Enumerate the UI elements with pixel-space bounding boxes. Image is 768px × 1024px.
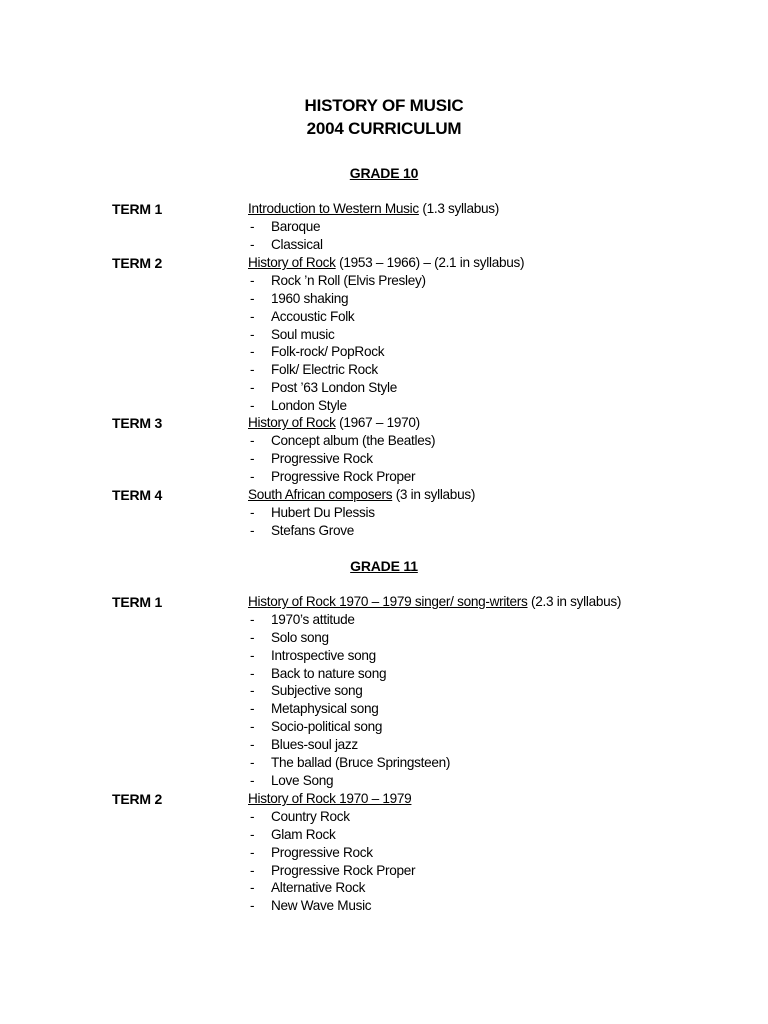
dash-bullet: - <box>250 432 255 448</box>
term-label: TERM 1 <box>112 594 163 610</box>
dash-bullet: - <box>250 468 255 484</box>
list-item-text: Progressive Rock Proper <box>271 468 416 484</box>
dash-bullet: - <box>250 808 255 824</box>
list-item <box>248 700 621 718</box>
topic-suffix: (1967 – 1970) <box>335 415 420 430</box>
list-item-text: Post ’63 London Style <box>271 380 397 396</box>
list-item <box>248 379 524 397</box>
dash-bullet: - <box>250 683 255 699</box>
document-title <box>0 94 768 140</box>
list-item <box>248 844 411 862</box>
dash-bullet: - <box>250 504 255 520</box>
list-item <box>248 290 524 308</box>
dash-bullet: - <box>250 290 255 306</box>
list-item-text: Love Song <box>271 772 334 788</box>
list-item <box>248 504 475 522</box>
list-item-text: Stefans Grove <box>271 522 354 538</box>
list-item-text: Hubert Du Plessis <box>271 504 375 520</box>
list-item <box>248 361 524 379</box>
list-item <box>248 754 621 772</box>
topic-suffix: (1.3 syllabus) <box>418 201 499 216</box>
list-item <box>248 736 621 754</box>
list-item-text: Introspective song <box>271 647 376 663</box>
list-item-text: Baroque <box>271 218 321 234</box>
term-content <box>248 254 524 415</box>
list-item <box>248 897 411 915</box>
list-item <box>248 468 420 486</box>
dash-bullet: - <box>250 719 255 735</box>
dash-bullet: - <box>250 522 255 538</box>
term-label: TERM 4 <box>112 487 163 503</box>
list-item <box>248 236 499 254</box>
list-item <box>248 397 524 415</box>
list-item-text: Soul music <box>271 326 335 342</box>
list-item-text: Subjective song <box>271 683 363 699</box>
list-item <box>248 522 475 540</box>
term-label: TERM 2 <box>112 791 163 807</box>
topic-line <box>248 414 420 432</box>
dash-bullet: - <box>250 272 255 288</box>
dash-bullet: - <box>250 308 255 324</box>
grade-11-heading: GRADE 11 <box>350 558 418 574</box>
dash-bullet: - <box>250 862 255 878</box>
dash-bullet: - <box>250 772 255 788</box>
list-item-text: Metaphysical song <box>271 701 379 717</box>
list-item-text: 1960 shaking <box>271 290 349 306</box>
dash-bullet: - <box>250 826 255 842</box>
topic-title: History of Rock <box>248 255 336 270</box>
term-label: TERM 1 <box>112 201 163 217</box>
list-item <box>248 450 420 468</box>
list-item-text: Accoustic Folk <box>271 308 355 324</box>
list-item-text: Solo song <box>271 629 329 645</box>
dash-bullet: - <box>250 236 255 252</box>
topic-title: History of Rock 1970 – 1979 singer/ song-writers <box>248 594 528 609</box>
list-item <box>248 808 411 826</box>
list-item <box>248 432 436 450</box>
dash-bullet: - <box>250 880 255 896</box>
list-item <box>248 862 416 880</box>
dash-bullet: - <box>250 647 255 663</box>
list-item-text: Alternative Rock <box>271 880 366 896</box>
list-item <box>248 272 524 290</box>
topic-line <box>248 790 411 808</box>
term-label: TERM 2 <box>112 255 163 271</box>
title-line-2: 2004 CURRICULUM <box>306 119 462 138</box>
list-item-text: Socio-political song <box>271 719 383 735</box>
topic-line <box>248 593 621 611</box>
list-item <box>248 326 524 344</box>
dash-bullet: - <box>250 398 255 414</box>
dash-bullet: - <box>250 450 255 466</box>
list-item-text: Progressive Rock <box>271 844 373 860</box>
term-content <box>248 414 436 486</box>
list-item-text: London Style <box>271 398 347 414</box>
list-item-text: 1970’s attitude <box>271 611 355 627</box>
dash-bullet: - <box>250 737 255 753</box>
topic-title: History of Rock 1970 – 1979 <box>248 791 412 806</box>
dash-bullet: - <box>250 362 255 378</box>
list-item <box>248 218 499 236</box>
list-item <box>248 308 524 326</box>
dash-bullet: - <box>250 611 255 627</box>
list-item <box>248 629 621 647</box>
list-item <box>248 647 621 665</box>
dash-bullet: - <box>250 898 255 914</box>
topic-suffix: (3 in syllabus) <box>392 487 476 502</box>
list-item-text: The ballad (Bruce Springsteen) <box>271 755 451 771</box>
term-label: TERM 3 <box>112 415 163 431</box>
term-content <box>248 593 621 790</box>
topic-title: Introduction to Western Music <box>248 201 419 216</box>
topic-title: History of Rock <box>248 415 336 430</box>
dash-bullet: - <box>250 344 255 360</box>
list-item <box>248 665 621 683</box>
dash-bullet: - <box>250 755 255 771</box>
dash-bullet: - <box>250 218 255 234</box>
list-item-text: Folk/ Electric Rock <box>271 362 378 378</box>
topic-suffix: (2.3 in syllabus) <box>527 594 622 609</box>
list-item <box>248 611 621 629</box>
list-item-text: Rock ’n Roll (Elvis Presley) <box>271 272 426 288</box>
list-item <box>248 718 621 736</box>
term-content <box>248 200 499 254</box>
list-item-text: Classical <box>271 236 323 252</box>
list-item-text: Back to nature song <box>271 665 387 681</box>
topic-suffix: (1953 – 1966) – (2.1 in syllabus) <box>335 255 525 270</box>
list-item-text: Progressive Rock Proper <box>271 862 416 878</box>
title-line-1: HISTORY OF MUSIC <box>304 96 464 115</box>
list-item-text: New Wave Music <box>271 898 372 914</box>
list-item <box>248 772 621 790</box>
topic-line <box>248 486 475 504</box>
list-item-text: Blues-soul jazz <box>271 737 358 753</box>
topic-line <box>248 254 524 272</box>
list-item-text: Country Rock <box>271 808 350 824</box>
list-item <box>248 343 524 361</box>
list-item <box>248 879 411 897</box>
dash-bullet: - <box>250 326 255 342</box>
topic-line <box>248 200 499 218</box>
topic-title: South African composers <box>248 487 393 502</box>
list-item-text: Progressive Rock <box>271 450 373 466</box>
dash-bullet: - <box>250 665 255 681</box>
dash-bullet: - <box>250 701 255 717</box>
term-content <box>248 790 416 915</box>
grade-10-heading: GRADE 10 <box>349 165 419 181</box>
list-item-text: Folk-rock/ PopRock <box>271 344 385 360</box>
list-item-text: Concept album (the Beatles) <box>271 432 436 448</box>
list-item <box>248 826 411 844</box>
list-item-text: Glam Rock <box>271 826 336 842</box>
term-content <box>248 486 475 540</box>
dash-bullet: - <box>250 380 255 396</box>
dash-bullet: - <box>250 844 255 860</box>
dash-bullet: - <box>250 629 255 645</box>
list-item <box>248 682 621 700</box>
